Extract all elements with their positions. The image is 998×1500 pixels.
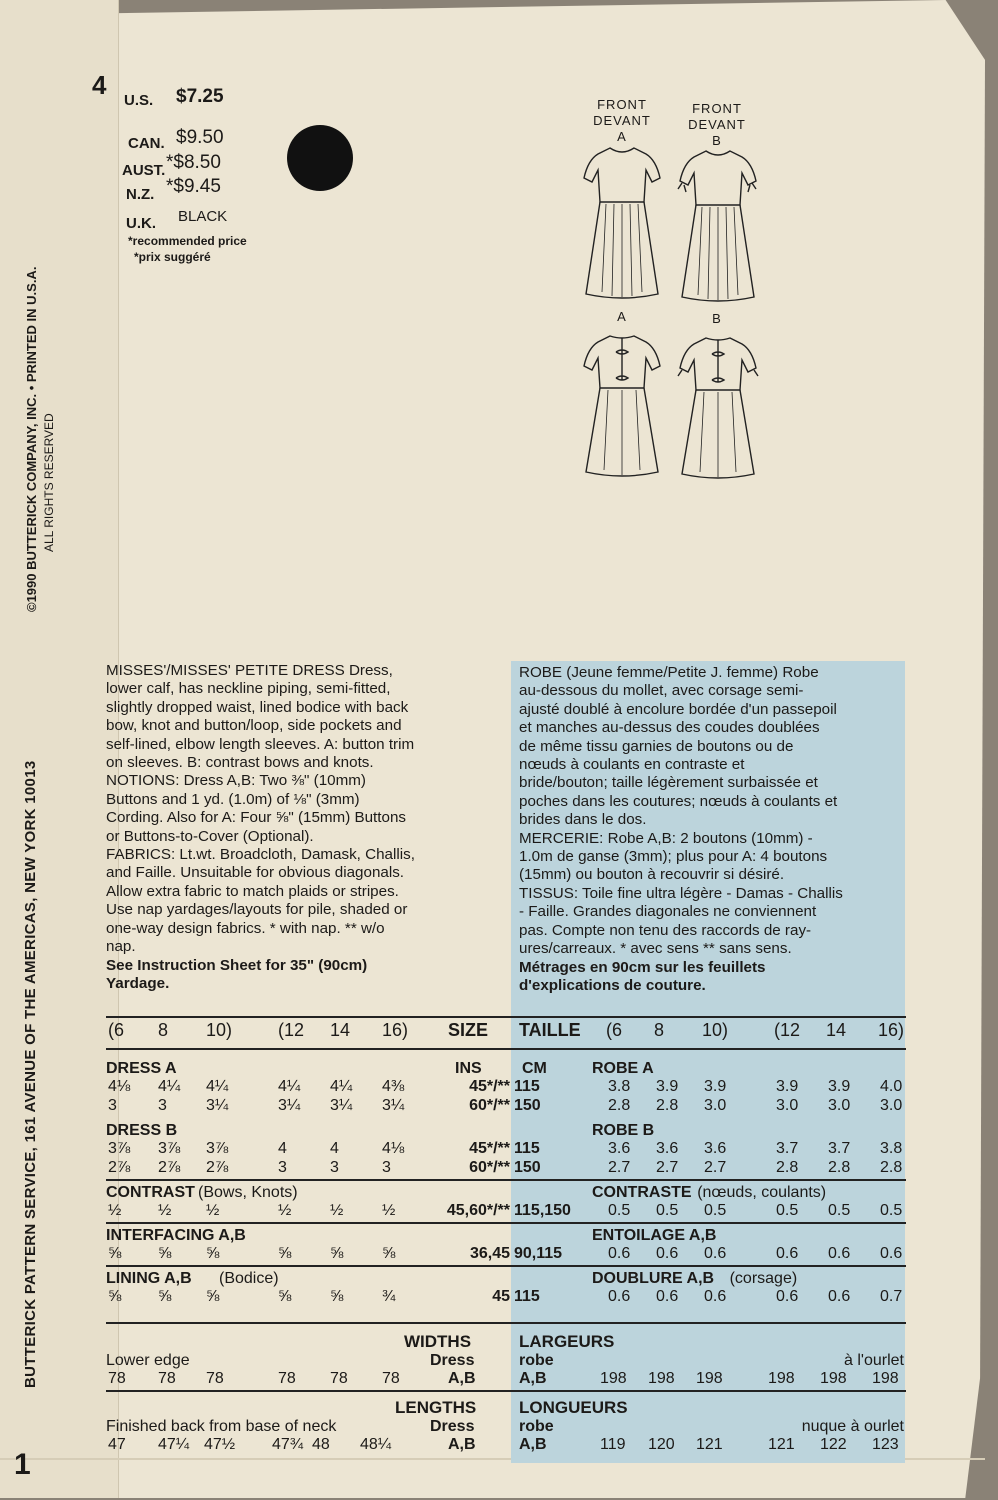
fabric-width-in: 45,60*/** (446, 1202, 510, 1219)
length-en-cell: 48¼ (360, 1436, 392, 1453)
yardage-en-cell: 2⅞ (206, 1159, 229, 1176)
yardage-fr-cell: 0.6 (608, 1288, 631, 1305)
table-header-rule (106, 1048, 906, 1050)
size-header-cell: 14 (330, 1020, 351, 1040)
width-en-cell: 78 (108, 1370, 126, 1387)
fabric-width-cm: 115,150 (514, 1202, 571, 1219)
yardage-fr-cell: 3.7 (776, 1140, 799, 1157)
lengths-view-en: A,B (448, 1436, 476, 1453)
dress-front-a-drawing (572, 142, 672, 302)
yardage-fr-cell: 2.8 (828, 1159, 851, 1176)
width-en-cell: 78 (158, 1370, 176, 1387)
company-address: BUTTERICK PATTERN SERVICE, 161 AVENUE OF THE AMERICAS, NEW YORK 10013 (22, 760, 39, 1388)
yardage-fr-cell: 4.0 (880, 1078, 903, 1095)
yardage-en-cell: ⅝ (206, 1288, 220, 1305)
price-value: $9.50 (176, 127, 224, 148)
yardage-fr-cell: 0.6 (704, 1288, 727, 1305)
yardage-fr-cell: 3.7 (828, 1140, 851, 1157)
yardage-fr-cell: 0.5 (828, 1202, 851, 1219)
yardage-fr-cell: 0.5 (608, 1202, 631, 1219)
yardage-fr-cell: 2.7 (608, 1159, 631, 1176)
taille-label: TAILLE (519, 1020, 581, 1040)
widths-garment-en: Dress (430, 1352, 475, 1369)
section-label-fr: ROBE B (592, 1122, 655, 1139)
yardage-fr-cell: 3.6 (704, 1140, 727, 1157)
page-number: 1 (14, 1448, 31, 1481)
price-country: CAN. (128, 135, 165, 152)
yardage-fr-cell: 0.7 (880, 1288, 903, 1305)
section-label-en: DRESS A (106, 1060, 177, 1077)
price-value: *$9.45 (166, 176, 221, 197)
view-label-back-a: A (617, 309, 627, 324)
rights-line: ALL RIGHTS RESERVED (42, 413, 56, 552)
widths-desc-fr: à l'ourlet (844, 1352, 904, 1369)
view-label-front-b: FRONT DEVANT B (688, 101, 746, 148)
yardage-en-cell: 4 (278, 1140, 287, 1157)
yardage-en-cell: 3 (382, 1159, 391, 1176)
widths-top-rule (106, 1322, 906, 1324)
yardage-en-cell: ⅝ (382, 1245, 396, 1262)
yardage-fr-cell: 0.5 (776, 1202, 799, 1219)
yardage-en-cell: ⅝ (278, 1288, 292, 1305)
longueurs-heading: LONGUEURS (519, 1398, 628, 1417)
yardage-en-cell: ½ (278, 1202, 292, 1219)
yardage-fr-cell: 3.9 (656, 1078, 679, 1095)
yardage-en-cell: ⅝ (278, 1245, 292, 1262)
yardage-en-cell: ⅝ (330, 1245, 344, 1262)
yardage-en-cell: ⅝ (158, 1288, 172, 1305)
price-value: *$8.50 (166, 152, 221, 173)
yardage-fr-cell: 3.0 (880, 1097, 903, 1114)
section-label-fr: ROBE A (592, 1060, 654, 1077)
yardage-en-cell: ⅝ (108, 1288, 122, 1305)
yardage-en-cell: 3¼ (330, 1097, 353, 1114)
yardage-fr-cell: 0.5 (880, 1202, 903, 1219)
yardage-en-cell: 4⅛ (108, 1078, 131, 1095)
section-label-fr-extra: (nœuds, coulants) (697, 1184, 827, 1201)
size-header-cell: 16) (382, 1020, 409, 1040)
price-country: AUST. (122, 162, 166, 179)
yardage-en-cell: 4⅜ (382, 1078, 405, 1095)
fabric-width-cm: 115 (514, 1140, 540, 1157)
yardage-fr-cell: 2.8 (880, 1159, 903, 1176)
fabric-width-in: 45 (492, 1288, 510, 1305)
yardage-en-cell: ⅝ (158, 1245, 172, 1262)
size-header-cell: 10) (206, 1020, 233, 1040)
taille-header-cell: (6 (606, 1020, 623, 1040)
yardage-fr-cell: 3.9 (828, 1078, 851, 1095)
view-label-front-a: FRONT DEVANT A (593, 97, 651, 144)
length-en-cell: 47 (108, 1436, 126, 1453)
yardage-en-cell: 3¼ (206, 1097, 229, 1114)
yardage-en-cell: 4¼ (278, 1078, 301, 1095)
yardage-en-cell: ⅝ (330, 1288, 344, 1305)
section-label-en: CONTRAST (106, 1184, 195, 1201)
yardage-en-cell: 3 (158, 1097, 167, 1114)
length-fr-cell: 123 (872, 1436, 899, 1453)
price-country: N.Z. (126, 186, 155, 203)
width-en-cell: 78 (278, 1370, 296, 1387)
yardage-en-cell: ½ (330, 1202, 344, 1219)
black-dot-marker (287, 125, 353, 191)
taille-header-cell: 14 (826, 1020, 847, 1040)
length-fr-cell: 119 (600, 1436, 626, 1453)
taille-header-cell: 10) (702, 1020, 729, 1040)
yardage-en-cell: 3⅞ (108, 1140, 131, 1157)
section-rule (106, 1179, 906, 1181)
length-en-cell: 47¾ (272, 1436, 304, 1453)
unit-cm: CM (522, 1060, 547, 1077)
section-label-fr-extra: (corsage) (729, 1270, 798, 1287)
widths-view-fr: A,B (519, 1370, 547, 1387)
yardage-fr-cell: 3.9 (776, 1078, 799, 1095)
size-header-cell: (6 (108, 1020, 125, 1040)
fabric-width-in: 60*/** (469, 1097, 510, 1114)
size-label: SIZE (448, 1020, 489, 1040)
lengths-view-fr: A,B (519, 1436, 547, 1453)
yardage-en-cell: 4¼ (158, 1078, 181, 1095)
yardage-fr-cell: 0.6 (656, 1245, 679, 1262)
length-fr-cell: 120 (648, 1436, 675, 1453)
width-fr-cell: 198 (600, 1370, 627, 1387)
pattern-number: 4 (92, 70, 107, 100)
fabric-width-cm: 150 (514, 1097, 541, 1114)
yardage-en-cell: 3 (278, 1159, 287, 1176)
section-label-en-extra: (Bows, Knots) (198, 1184, 298, 1201)
dress-back-b-drawing (668, 332, 768, 482)
yardage-fr-cell: 0.6 (608, 1245, 631, 1262)
lengths-heading: LENGTHS (395, 1398, 477, 1417)
yardage-fr-cell: 0.6 (880, 1245, 903, 1262)
dress-front-b-drawing (668, 145, 768, 305)
length-fr-cell: 121 (696, 1436, 723, 1453)
yardage-fr-cell: 3.9 (704, 1078, 727, 1095)
width-en-cell: 78 (330, 1370, 348, 1387)
lengths-garment-fr: robe (519, 1418, 554, 1435)
fabric-width-cm: 90,115 (514, 1245, 563, 1262)
table-top-rule (106, 1016, 906, 1018)
description-french: ROBE (Jeune femme/Petite J. femme) Robe au-dessous du mollet, avec corsage semi- ajusté doublé à encolure bordée d'un passepoil et manches au-dessus des coudes doublées de même tissu garnies de boutons ou de nœuds à coulants en contraste et bride/bouton; taille légèrement surbaissée et poches dans les coutures; nœuds à coulants et brides dans le dos. MERCERIE: Robe A,B: 2 boutons (10mm) - 1.0m de ganse (3mm); plus pour A: 4 boutons (15mm) ou bouton à recouvrir si désiré. TISSUS: Toile fine ultra légère - Damas - Challis - Faille. Grandes diagonales ne conviennent pas. Compte non tenu des raccords de ray- ures/carreaux. * avec sens ** sans sens. Métrages en 90cm sur les feuillets d'explications de couture. (519, 664, 843, 994)
width-en-cell: 78 (206, 1370, 224, 1387)
yardage-en-cell: 3 (108, 1097, 117, 1114)
yardage-en-cell: 3 (330, 1159, 339, 1176)
price-value: $7.25 (176, 86, 224, 107)
yardage-en-cell: 2⅞ (158, 1159, 181, 1176)
description-english: MISSES'/MISSES' PETITE DRESS Dress, lower calf, has neckline piping, semi-fitted, slightly dropped waist, lined bodice with back bow, knot and button/loop, side pockets and self-lined, elbow length sleeves. A: button trim on sleeves. B: contrast bows and knots. NOTIONS: Dress A,B: Two ⅜" (10mm) Buttons and 1 yd. (1.0m) of ⅛" (3mm) Cording. Also for A: Four ⅝" (15mm) Buttons or Buttons-to-Cover (Optional). FABRICS: Lt.wt. Broadcloth, Damask, Challis, and Faille. Unsuitable for obvious diagonals. Allow extra fabric to match plaids or stripes. Use nap yardages/layouts for pile, shaded or one-way design fabrics. * with nap. ** w/o nap. See Instruction Sheet for 35" (90cm) Yardage. (106, 662, 415, 992)
yardage-en-cell: ⅝ (206, 1245, 220, 1262)
yardage-en-cell: 4¼ (330, 1078, 353, 1095)
lengths-desc-en: Finished back from base of neck (106, 1418, 337, 1435)
yardage-en-cell: ¾ (382, 1288, 396, 1305)
largeurs-heading: LARGEURS (519, 1332, 615, 1351)
widths-view-en: A,B (448, 1370, 476, 1387)
width-fr-cell: 198 (696, 1370, 723, 1387)
fabric-width-cm: 115 (514, 1288, 540, 1305)
fabric-width-in: 60*/** (469, 1159, 510, 1176)
price-country: U.S. (124, 92, 154, 109)
yardage-fr-cell: 2.7 (656, 1159, 679, 1176)
yardage-fr-cell: 3.6 (656, 1140, 679, 1157)
fabric-width-in: 45*/** (469, 1078, 510, 1095)
lengths-top-rule (106, 1390, 906, 1392)
taille-header-cell: 8 (654, 1020, 665, 1040)
section-label-fr: CONTRASTE (592, 1184, 692, 1201)
yardage-en-cell: ½ (108, 1202, 122, 1219)
lengths-garment-en: Dress (430, 1418, 475, 1435)
section-label-en: LINING A,B (106, 1270, 192, 1287)
yardage-fr-cell: 3.8 (608, 1078, 631, 1095)
price-value: BLACK (178, 208, 228, 225)
yardage-fr-cell: 0.5 (704, 1202, 727, 1219)
yardage-en-cell: 4 (330, 1140, 339, 1157)
yardage-fr-cell: 2.8 (608, 1097, 631, 1114)
widths-garment-fr: robe (519, 1352, 554, 1369)
section-rule (106, 1222, 906, 1224)
yardage-fr-cell: 0.6 (828, 1288, 851, 1305)
price-country: U.K. (126, 215, 156, 232)
yardage-fr-cell: 3.0 (704, 1097, 727, 1114)
price-note-en: *recommended price (128, 234, 247, 248)
length-en-cell: 47¼ (158, 1436, 190, 1453)
fabric-width-in: 36,45 (469, 1245, 510, 1262)
yardage-fr-cell: 3.0 (828, 1097, 851, 1114)
yardage-fr-cell: 2.8 (656, 1097, 679, 1114)
length-en-cell: 47½ (204, 1436, 236, 1453)
width-fr-cell: 198 (820, 1370, 847, 1387)
yardage-en-cell: 4¼ (206, 1078, 229, 1095)
view-label-back-b: B (712, 311, 722, 326)
fabric-width-in: 45*/** (469, 1140, 510, 1157)
yardage-en-cell: ½ (382, 1202, 396, 1219)
section-label-en: INTERFACING A,B (106, 1227, 246, 1244)
length-fr-cell: 121 (768, 1436, 795, 1453)
section-rule (106, 1265, 906, 1267)
copyright-line: ©1990 BUTTERICK COMPANY, INC. • PRINTED IN U.S.A. (24, 266, 39, 612)
dress-back-a-drawing (572, 330, 672, 480)
taille-header-cell: 16) (878, 1020, 905, 1040)
section-label-fr: ENTOILAGE A,B (592, 1227, 717, 1244)
width-fr-cell: 198 (872, 1370, 899, 1387)
section-label-fr: DOUBLURE A,B (592, 1270, 715, 1287)
yardage-fr-cell: 0.5 (656, 1202, 679, 1219)
fabric-width-cm: 115 (514, 1078, 540, 1095)
fabric-width-cm: 150 (514, 1159, 541, 1176)
yardage-en-cell: ½ (158, 1202, 172, 1219)
yardage-fr-cell: 3.0 (776, 1097, 799, 1114)
yardage-fr-cell: 3.8 (880, 1140, 903, 1157)
yardage-fr-cell: 0.6 (704, 1245, 727, 1262)
section-label-en: DRESS B (106, 1122, 178, 1139)
yardage-fr-cell: 2.8 (776, 1159, 799, 1176)
yardage-fr-cell: 0.6 (776, 1288, 799, 1305)
length-fr-cell: 122 (820, 1436, 847, 1453)
yardage-fr-cell: 3.6 (608, 1140, 631, 1157)
widths-desc-en: Lower edge (106, 1352, 190, 1369)
yardage-en-cell: ⅝ (108, 1245, 122, 1262)
yardage-en-cell: 4⅛ (382, 1140, 405, 1157)
yardage-en-cell: ½ (206, 1202, 220, 1219)
width-fr-cell: 198 (768, 1370, 795, 1387)
unit-ins: INS (455, 1060, 482, 1077)
yardage-en-cell: 3¼ (278, 1097, 301, 1114)
length-en-cell: 48 (312, 1436, 330, 1453)
price-note-fr: *prix suggéré (134, 250, 211, 264)
section-label-en-extra: (Bodice) (219, 1270, 279, 1287)
yardage-fr-cell: 0.6 (776, 1245, 799, 1262)
lengths-desc-fr: nuque à ourlet (801, 1418, 904, 1435)
widths-heading: WIDTHS (404, 1332, 472, 1351)
yardage-fr-cell: 0.6 (828, 1245, 851, 1262)
yardage-fr-cell: 0.6 (656, 1288, 679, 1305)
yardage-en-cell: 2⅞ (108, 1159, 131, 1176)
size-header-cell: (12 (278, 1020, 305, 1040)
yardage-fr-cell: 2.7 (704, 1159, 727, 1176)
size-header-cell: 8 (158, 1020, 169, 1040)
yardage-en-cell: 3⅞ (158, 1140, 181, 1157)
yardage-en-cell: 3⅞ (206, 1140, 229, 1157)
width-en-cell: 78 (382, 1370, 400, 1387)
width-fr-cell: 198 (648, 1370, 675, 1387)
taille-header-cell: (12 (774, 1020, 801, 1040)
yardage-en-cell: 3¼ (382, 1097, 405, 1114)
